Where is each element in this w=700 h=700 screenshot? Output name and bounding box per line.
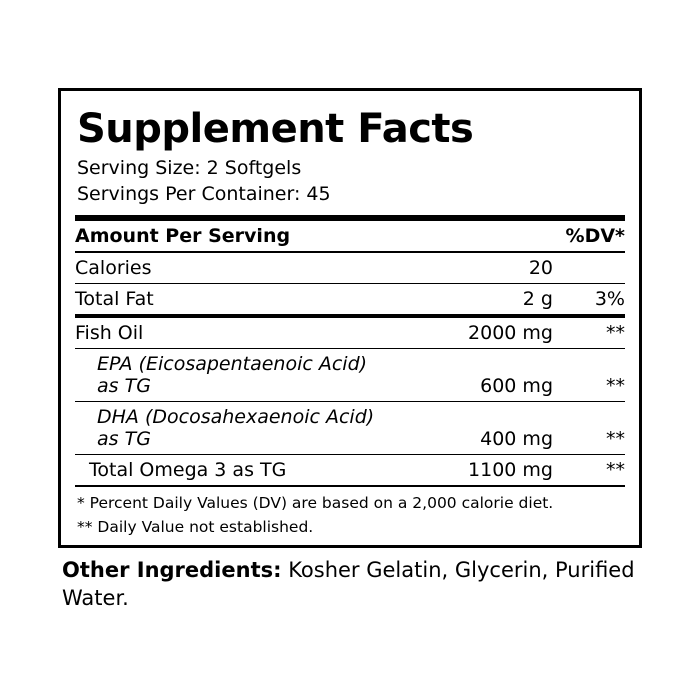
row-dv-epa: ** <box>606 375 625 398</box>
row-label-epa: EPA (Eicosapentaenoic Acid) as TG <box>97 353 368 398</box>
row-amount-fish-oil: 2000 mg <box>468 322 553 345</box>
other-ingredients-label: Other Ingredients: <box>62 558 282 582</box>
row-label-total-omega-3: Total Omega 3 as TG <box>89 459 287 482</box>
table-row <box>75 284 625 314</box>
facts-table-epa <box>75 349 625 401</box>
amount-header-spacer <box>383 221 563 251</box>
table-row <box>75 349 625 401</box>
servings-per-container: Servings Per Container: 45 <box>77 183 331 206</box>
row-dv-dha: ** <box>606 428 625 451</box>
footnote-percent-daily-value: * Percent Daily Values (DV) are based on a 2,000 calorie diet. <box>77 494 554 513</box>
dv-header: %DV* <box>565 225 625 248</box>
facts-table-total-fat <box>75 284 625 314</box>
serving-size: Serving Size: 2 Softgels <box>77 157 302 179</box>
row-dv-calories <box>563 253 625 283</box>
row-amount-epa: 600 mg <box>480 375 553 398</box>
table-row <box>75 253 625 283</box>
row-dv-fish-oil: ** <box>606 322 625 345</box>
table-row <box>75 455 625 485</box>
other-ingredients <box>62 556 642 613</box>
row-amount-calories: 20 <box>528 257 553 280</box>
facts-table-dha <box>75 402 625 454</box>
row-label-calories: Calories <box>75 257 152 280</box>
other-ingredients-value: Kosher Gelatin, Glycerin, Purified Water. <box>62 558 635 611</box>
facts-table-total-omega <box>75 455 625 485</box>
table-header-row <box>75 221 625 251</box>
table-row <box>75 318 625 348</box>
amount-per-serving-header: Amount Per Serving <box>75 225 291 248</box>
row-label-dha: DHA (Docosahexaenoic Acid) as TG <box>97 406 375 451</box>
row-dv-total-fat: 3% <box>594 288 625 311</box>
row-amount-dha: 400 mg <box>480 428 553 451</box>
facts-table <box>75 221 625 251</box>
supplement-facts-panel <box>58 88 642 548</box>
row-dv-total-omega-3: ** <box>606 459 625 482</box>
table-row <box>75 402 625 454</box>
footnote-dv-not-established: ** Daily Value not established. <box>77 518 314 537</box>
facts-table-calories <box>75 253 625 283</box>
panel-title: Supplement Facts <box>77 106 474 152</box>
facts-table-fish-oil <box>75 318 625 348</box>
row-label-fish-oil: Fish Oil <box>75 322 144 345</box>
row-amount-total-omega-3: 1100 mg <box>468 459 553 482</box>
row-label-total-fat: Total Fat <box>75 288 154 311</box>
row-amount-total-fat: 2 g <box>522 288 553 311</box>
